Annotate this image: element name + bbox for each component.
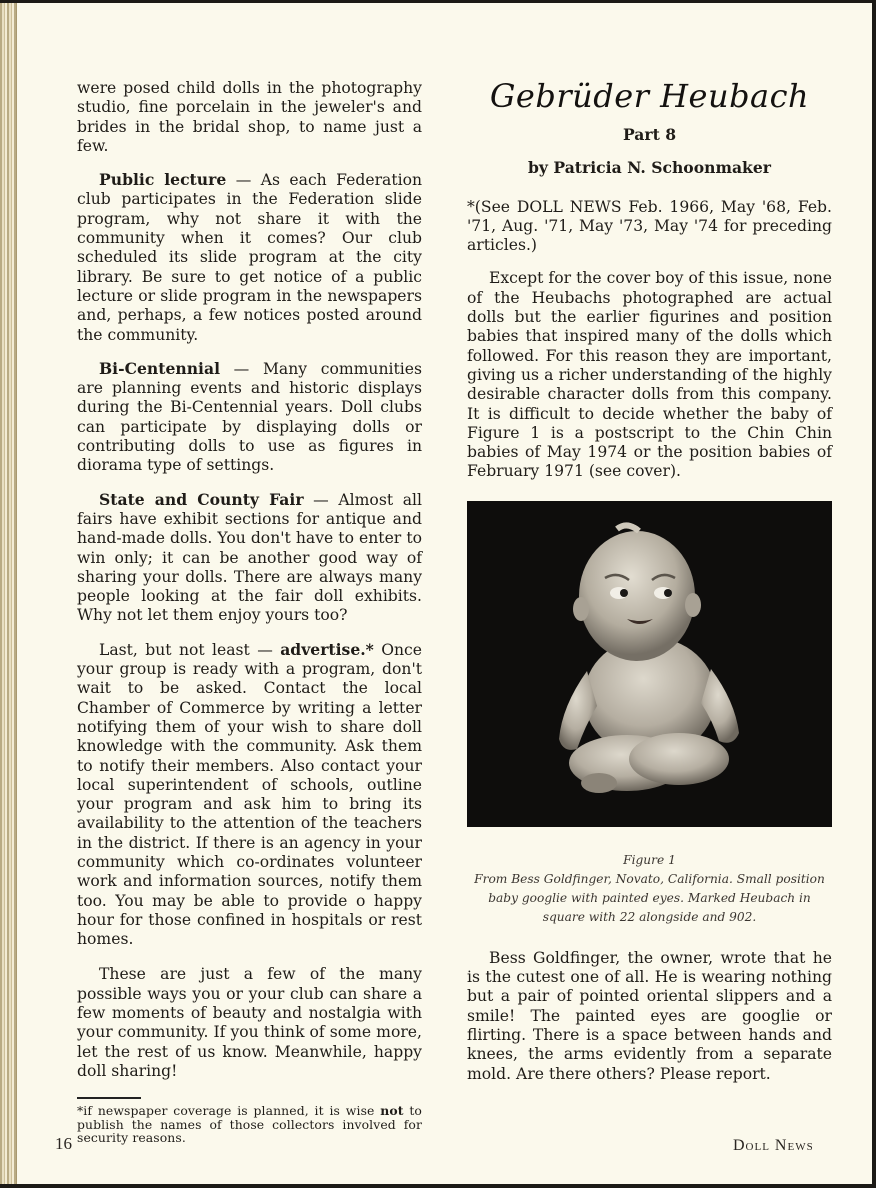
section-state-county-fair (77, 490, 422, 626)
left-column (77, 3, 422, 1144)
article-byline: by Patricia N. Schoonmaker (528, 158, 771, 178)
doll-photo-illustration (467, 501, 832, 827)
section-text: — As each Federation club participates in the Federation slide program, why not share it with the community when it comes? Our club scheduled its slide program at the city library. Be sure to get notice of a public lecture or slide program in the newspapers and, perhaps, a few notices posted around the community. (77, 171, 423, 344)
footnote (77, 1104, 422, 1144)
advertise-paragraph (77, 640, 422, 950)
article-title: Gebrüder Heubach (489, 77, 810, 115)
figure-caption (467, 851, 832, 927)
figure-1-photo (467, 501, 832, 827)
page-edges (0, 3, 17, 1184)
right-column (467, 3, 832, 1084)
footnote-text: to publish the names of those collectors involved for security reasons. (77, 1103, 422, 1146)
figure-label: Figure 1 (623, 852, 676, 867)
footnote-prefix: *if newspaper coverage is planned, it is wise (77, 1103, 381, 1119)
magazine-masthead: Doll News (733, 1137, 814, 1154)
advertise-bold: advertise.* (280, 639, 374, 659)
figure-caption-text: From Bess Goldfinger, Novato, California. Small position baby googlie with painted eyes. Marked Heubach in square with 22 alongside and 902. (474, 871, 825, 924)
footnote-bold: not (380, 1103, 404, 1119)
section-heading: Public lecture (99, 170, 227, 190)
article-part: Part 8 (622, 125, 677, 144)
section-bi-centennial (77, 359, 422, 476)
closing-paragraph: These are just a few of the many possible ways you or your club can share a few moments of beauty and nostalgia with your community. If you think of some more, let the rest of us know. Meanwhile, happy doll sharing! (77, 965, 422, 1080)
section-text: — Many communities are planning events and historic displays during the Bi-Centennial years. Doll clubs can participate by displaying dolls or contributing dolls to use as figures in diorama type of settings. (77, 359, 422, 475)
advertise-prefix: Last, but not least — (99, 640, 281, 659)
section-public-lecture (77, 170, 422, 345)
section-heading: State and County Fair (99, 489, 304, 509)
page-number: 16 (55, 1134, 72, 1153)
article-intro: Except for the cover boy of this issue, none of the Heubachs photographed are actual dolls but the earlier figurines and position babies that inspired many of the dolls which followed. For this reason they are important, giving us a richer understanding of the highly desirable character dolls from this company. It is difficult to decide whether the baby of Figure 1 is a postscript to the Chin Chin babies of May 1974 or the position babies of February 1971 (see cover). (467, 269, 832, 481)
advertise-text: Once your group is ready with a program, don't wait to be asked. Contact the local Chamber of Commerce by writing a letter notifying them of your wish to share doll knowledge with the community. Ask them to notify their members. Also contact your local superintendent of schools, outline your program and ask him to bring its availability to the attention of the teachers in the district. If there is an agency in your community which co-ordinates volunteer work and information sources, notify them too. You may be able to provide o happy hour for those confined in hospitals or rest homes. (77, 640, 423, 949)
section-heading: Bi-Centennial (99, 358, 220, 378)
see-also-note: *(See DOLL NEWS Feb. 1966, May '68, Feb. '71, Aug. '71, May '73, May '74 for preceding articles.) (467, 197, 832, 255)
footnote-rule (77, 1097, 141, 1099)
magazine-page (0, 3, 872, 1184)
section-text: — Almost all fairs have exhibit sections for antique and hand-made dolls. You don't have to enter to win only; it can be another good way of sharing your dolls. There are always many people looking at the fair doll exhibits. Why not let them enjoy yours too? (77, 490, 422, 625)
intro-paragraph: were posed child dolls in the photography studio, fine porcelain in the jeweler's and brides in the bridal shop, to name just a few. (77, 79, 422, 155)
article-closing: Bess Goldfinger, the owner, wrote that he is the cutest one of all. He is wearing nothing but a pair of pointed oriental slippers and a smile! The painted eyes are googlie or flirting. There is a space between hands and knees, the arms evidently from a separate mold. Are there others? Please report. (467, 948, 832, 1083)
